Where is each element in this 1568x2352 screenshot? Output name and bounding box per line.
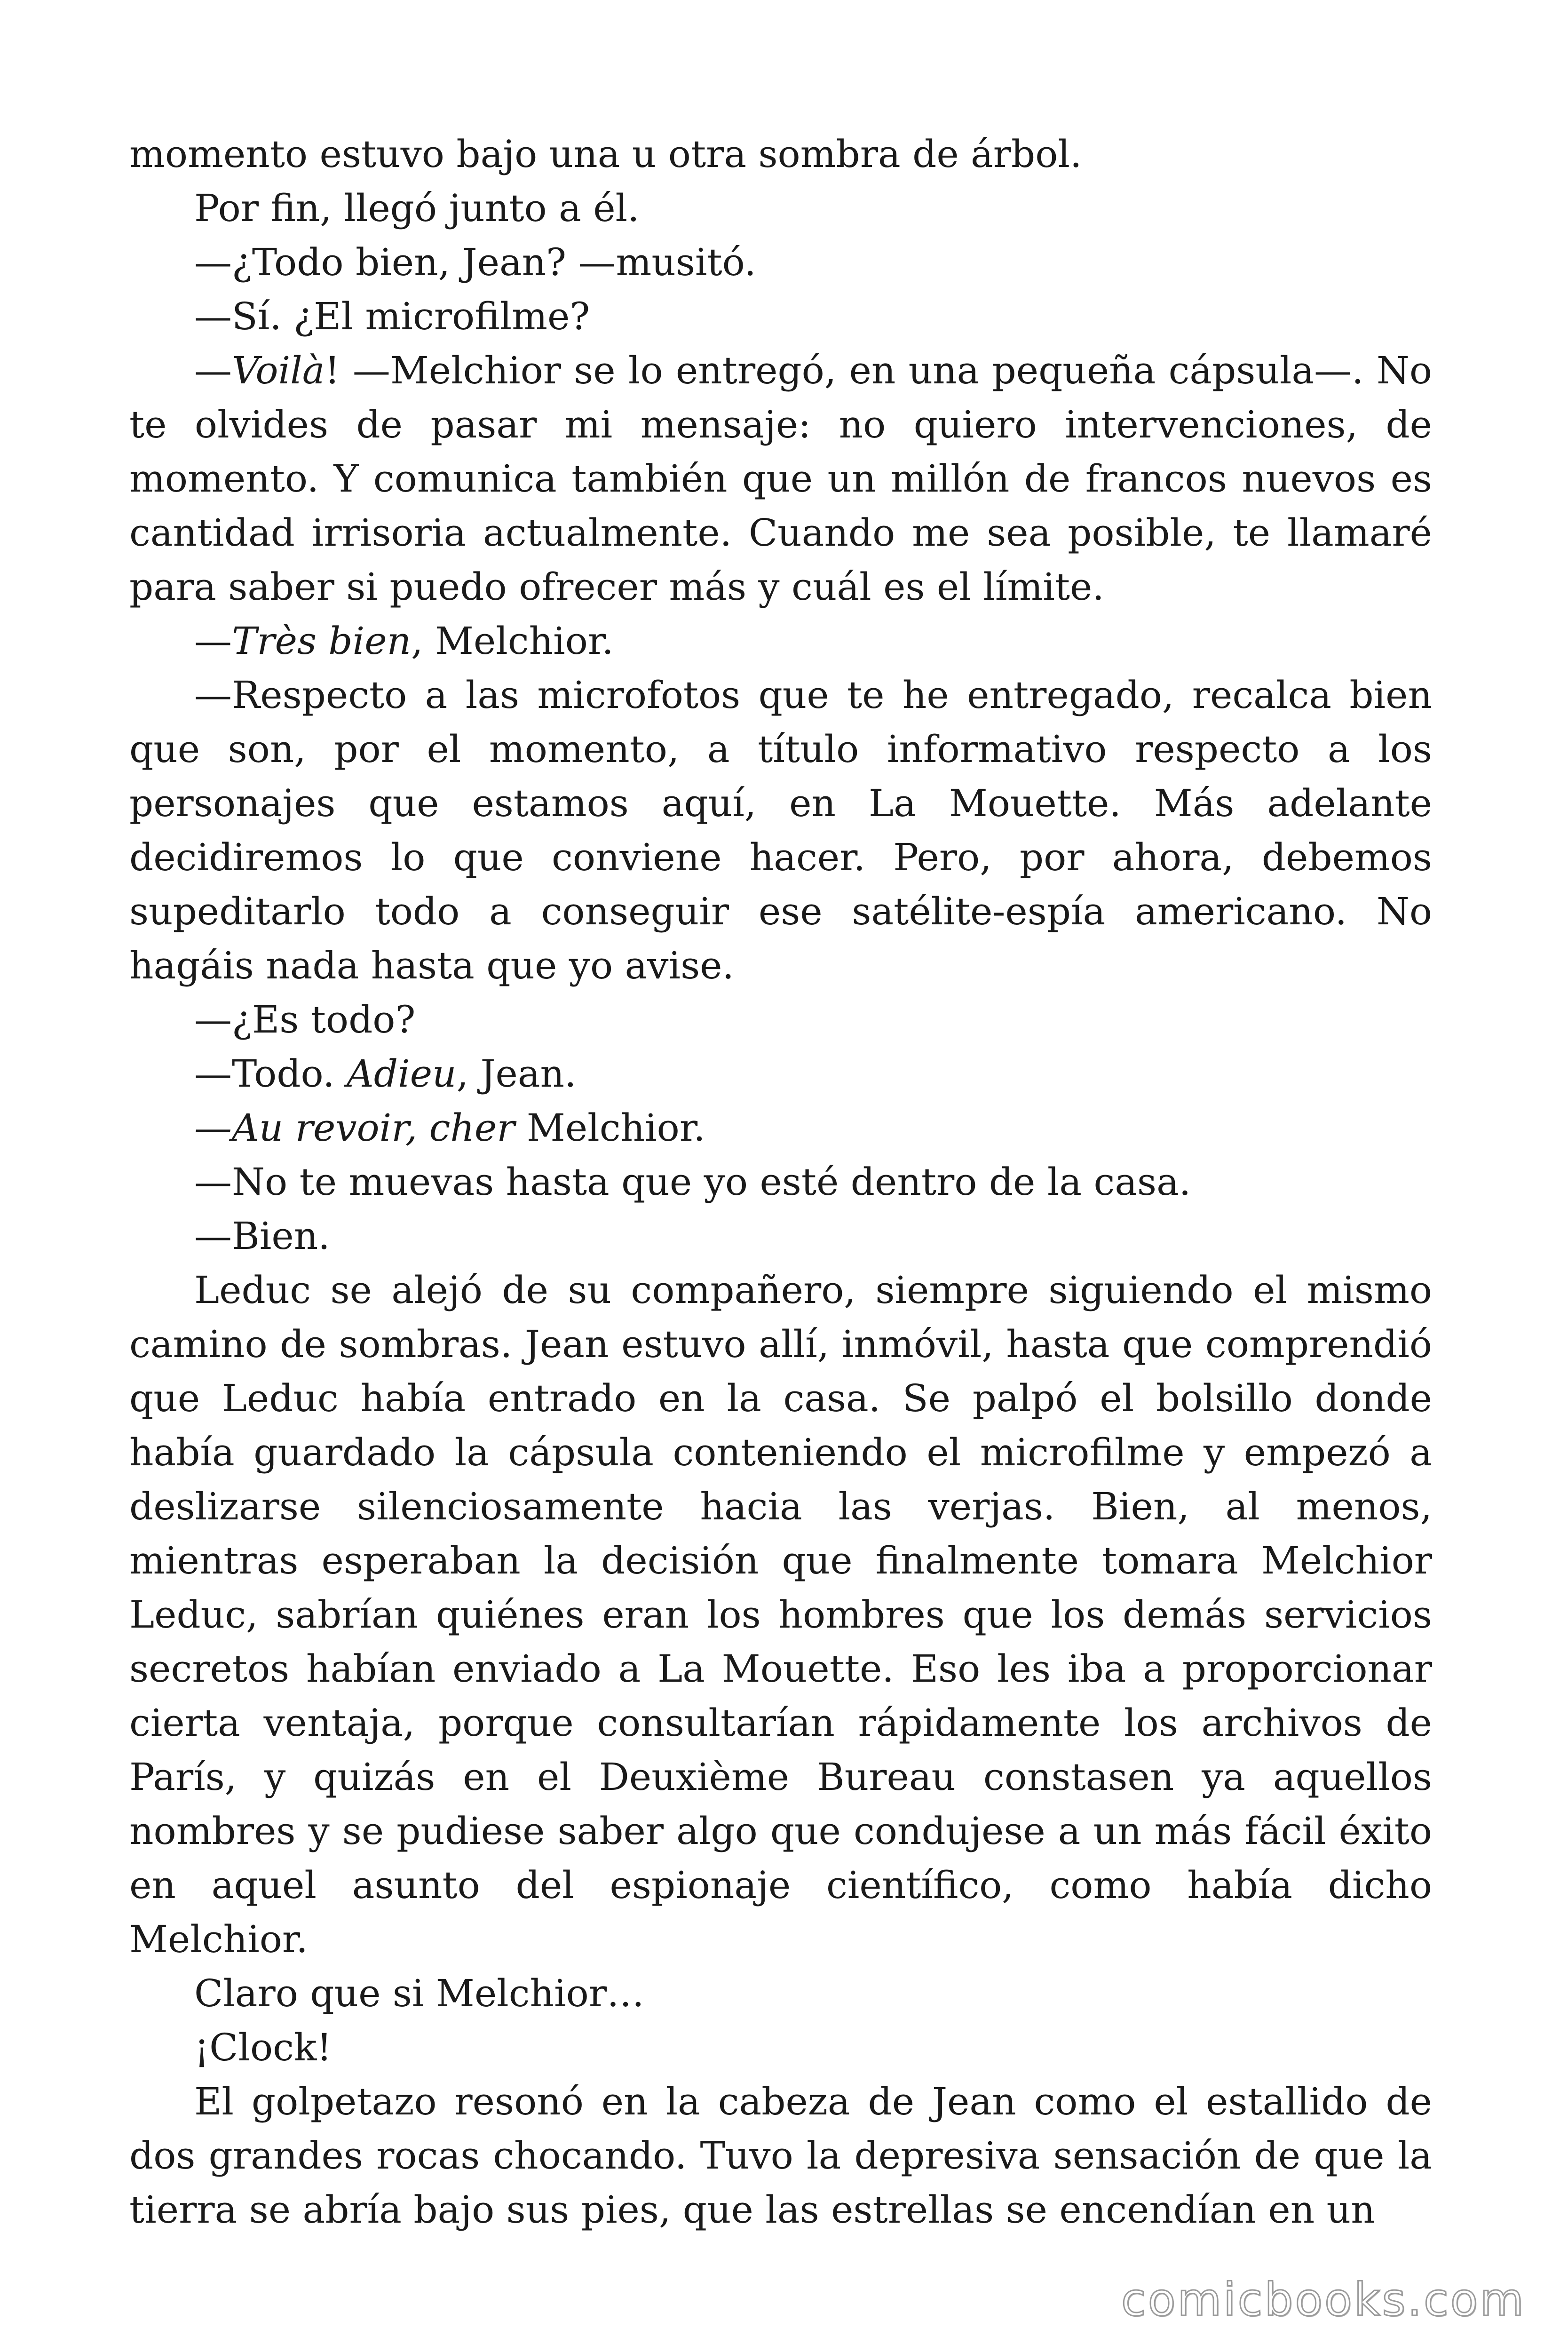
text-run: —No te muevas hasta que yo esté dentro de la casa. — [194, 1160, 1191, 1204]
paragraph — [129, 1101, 1432, 1155]
paragraph — [129, 235, 1432, 289]
text-run: El golpetazo resonó en la cabeza de Jean como el estallido de dos grandes rocas chocando. Tuvo la depresiva sensación de que la tierra se abría bajo sus pies, que las estrellas se encendían en un — [129, 2080, 1432, 2232]
text-run: — — [194, 349, 232, 392]
text-run: , Melchior. — [411, 619, 614, 663]
italic-run: Voilà — [232, 349, 325, 392]
text-run: momento estuvo bajo una u otra sombra de árbol. — [129, 132, 1082, 176]
paragraph — [129, 993, 1432, 1047]
text-run: —Todo. — [194, 1052, 347, 1096]
paragraph — [129, 1155, 1432, 1209]
text-run: Melchior. — [515, 1106, 705, 1150]
italic-run: —Au revoir, cher — [194, 1106, 515, 1150]
paragraph — [129, 1263, 1432, 1966]
text-run: Leduc se alejó de su compañero, siempre siguiendo el mismo camino de sombras. Jean estuvo allí, inmóvil, hasta que comprendió que Leduc había entrado en la casa. Se palpó el bolsillo donde había guardado la cápsula conteniendo el microfilme y empezó a deslizarse silenciosamente hacia las verjas. Bien, al menos, mientras esperaban la decisión que finalmente tomara Melchior Leduc, sabrían quiénes eran los hombres que los demás servicios secretos habían enviado a La Mouette. Eso les iba a proporcionar cierta ventaja, porque consultarían rápidamente los archivos de París, y quizás en el Deuxième Bureau constasen ya aquellos nombres y se pudiese saber algo que condujese a un más fácil éxito en aquel asunto del espionaje científico, como había dicho Melchior. — [129, 1268, 1432, 1961]
text-run: ¡Clock! — [194, 2026, 332, 2069]
paragraph — [129, 181, 1432, 235]
text-run: —Respecto a las microfotos que te he entregado, recalca bien que son, por el momento, a título informativo respecto a los personajes que estamos aquí, en La Mouette. Más adelante decidiremos lo que conviene hacer. Pero, por ahora, debemos supeditarlo todo a conseguir ese satélite-espía americano. No hagáis nada hasta que yo avise. — [129, 673, 1432, 987]
page-body-text — [129, 127, 1432, 2237]
paragraph — [129, 614, 1432, 668]
text-run: , Jean. — [456, 1052, 577, 1096]
text-run: —Sí. ¿El microfilme? — [194, 294, 590, 338]
paragraph — [129, 2020, 1432, 2074]
italic-run: Adieu — [347, 1052, 457, 1096]
paragraph — [129, 1966, 1432, 2020]
italic-run: Très bien — [232, 619, 412, 663]
watermark: comicbooks.com — [1121, 2273, 1526, 2326]
paragraph — [129, 343, 1432, 614]
text-run: —¿Todo bien, Jean? —musitó. — [194, 240, 756, 284]
paragraph — [129, 2074, 1432, 2237]
text-run: — — [194, 619, 232, 663]
text-run: ! —Melchior se lo entregó, en una pequeña cápsula—. No te olvides de pasar mi mensaje: no quiero intervenciones, de momento. Y comunica también que un millón de francos nuevos es cantidad irrisoria actualmente. Cuando me sea posible, te llamaré para saber si puedo ofrecer más y cuál es el límite. — [129, 349, 1432, 609]
paragraph — [129, 127, 1432, 181]
text-run: —Bien. — [194, 1214, 330, 1258]
text-run: —¿Es todo? — [194, 998, 416, 1041]
paragraph — [129, 1209, 1432, 1263]
text-run: Por fin, llegó junto a él. — [194, 186, 640, 230]
paragraph — [129, 1047, 1432, 1101]
paragraph — [129, 289, 1432, 343]
text-run: Claro que si Melchior… — [194, 1971, 645, 2015]
paragraph — [129, 668, 1432, 993]
